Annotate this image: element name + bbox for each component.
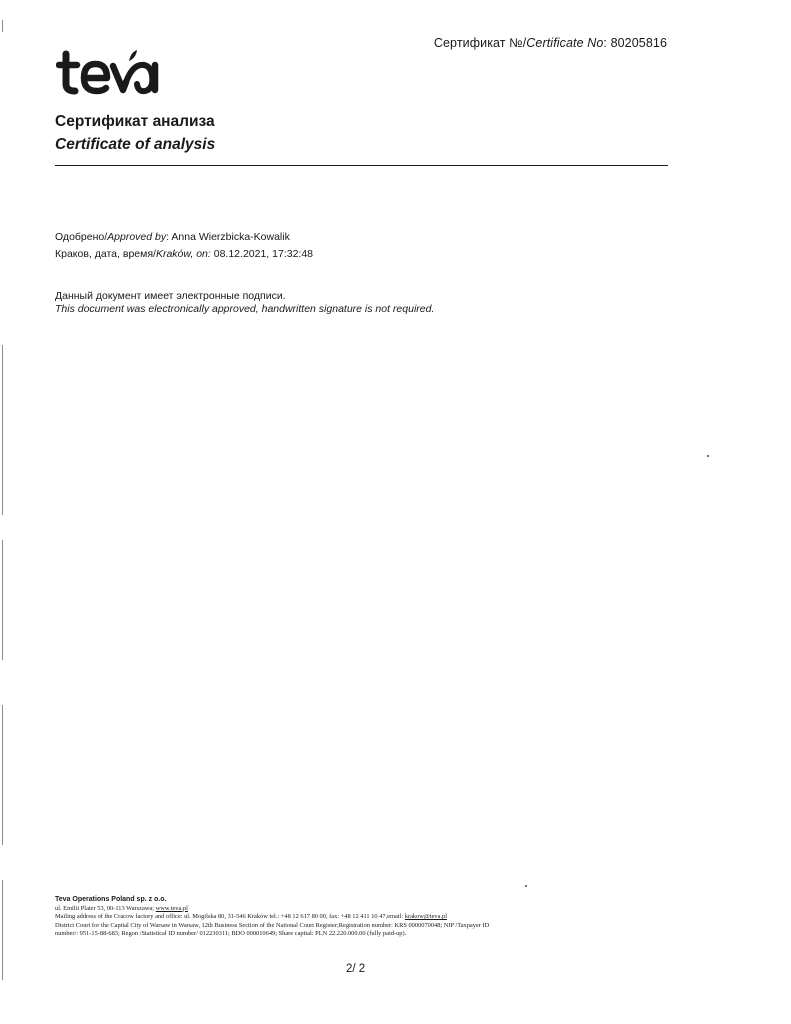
title-en: Certificate of analysis — [55, 136, 216, 153]
certificate-number — [434, 36, 667, 50]
place-label-en: Kraków, on: — [155, 248, 211, 260]
header-divider — [55, 165, 668, 166]
approved-name: Anna Wierzbicka-Kowalik — [171, 231, 290, 243]
teva-logo — [56, 44, 172, 96]
scan-edge-mark — [2, 345, 3, 515]
approved-colon: : — [166, 231, 170, 243]
title-ru: Сертификат анализа — [55, 113, 215, 130]
certificate-number-label-ru: Сертификат №/ — [433, 36, 527, 50]
approved-label-en: Approved by — [107, 231, 167, 243]
scan-edge-mark — [2, 540, 3, 660]
approval-datetime-line — [55, 248, 313, 260]
signature-note-en: This document was electronically approved, handwritten signature is not required. — [55, 303, 435, 315]
approved-label-ru: Одобрено/ — [55, 231, 108, 243]
certificate-number-label-en: Certificate No — [526, 36, 604, 50]
footer-court-line: District Court for the Capital City of Warsaw in Warsaw, 12th Business Section of the National Court Register;Registration number: KRS 0000070048; NIP /Taxpayer ID — [55, 921, 490, 929]
footer-registration-line: number/: 951-15-88-683; Regon /Statistical ID number/ 012230311; BDO 000010649; Share capital: PLN 22.220.000.00 (fully paid-up). — [55, 930, 407, 938]
page-number: 2/ 2 — [346, 963, 366, 975]
scan-edge-mark — [2, 880, 3, 980]
approved-by-line — [55, 231, 290, 243]
footer-company-name: Teva Operations Poland sp. z o.o. — [55, 896, 167, 903]
scan-speck — [525, 885, 527, 887]
company-footer — [55, 896, 489, 939]
footer-address-line — [55, 905, 489, 914]
signature-note-ru: Данный документ имеет электронные подписи. — [55, 290, 286, 302]
certificate-number-value: 80205816 — [610, 36, 667, 50]
scan-edge-mark — [2, 20, 3, 32]
footer-email-link[interactable]: krakow@teva.pl — [404, 913, 448, 921]
scan-speck — [707, 455, 709, 457]
certificate-number-colon: : — [603, 36, 607, 50]
footer-address-text: ul. Emilii Plater 53, 00-113 Warszawa; — [55, 904, 156, 912]
footer-mailing-text: Mailing address of the Cracow factory and office: ul. Mogilska 80, 31-546 Kraków tel.: +48 12 617 80 00, fax: +48 12 411 10 47,email: — [55, 913, 405, 921]
footer-mailing-line — [55, 913, 489, 922]
approval-datetime: 08.12.2021, 17:32:48 — [213, 248, 314, 260]
place-label-ru: Краков, дата, время/ — [55, 248, 156, 260]
scan-edge-mark — [2, 705, 3, 845]
footer-website-link[interactable]: www.teva.pl — [155, 904, 188, 912]
